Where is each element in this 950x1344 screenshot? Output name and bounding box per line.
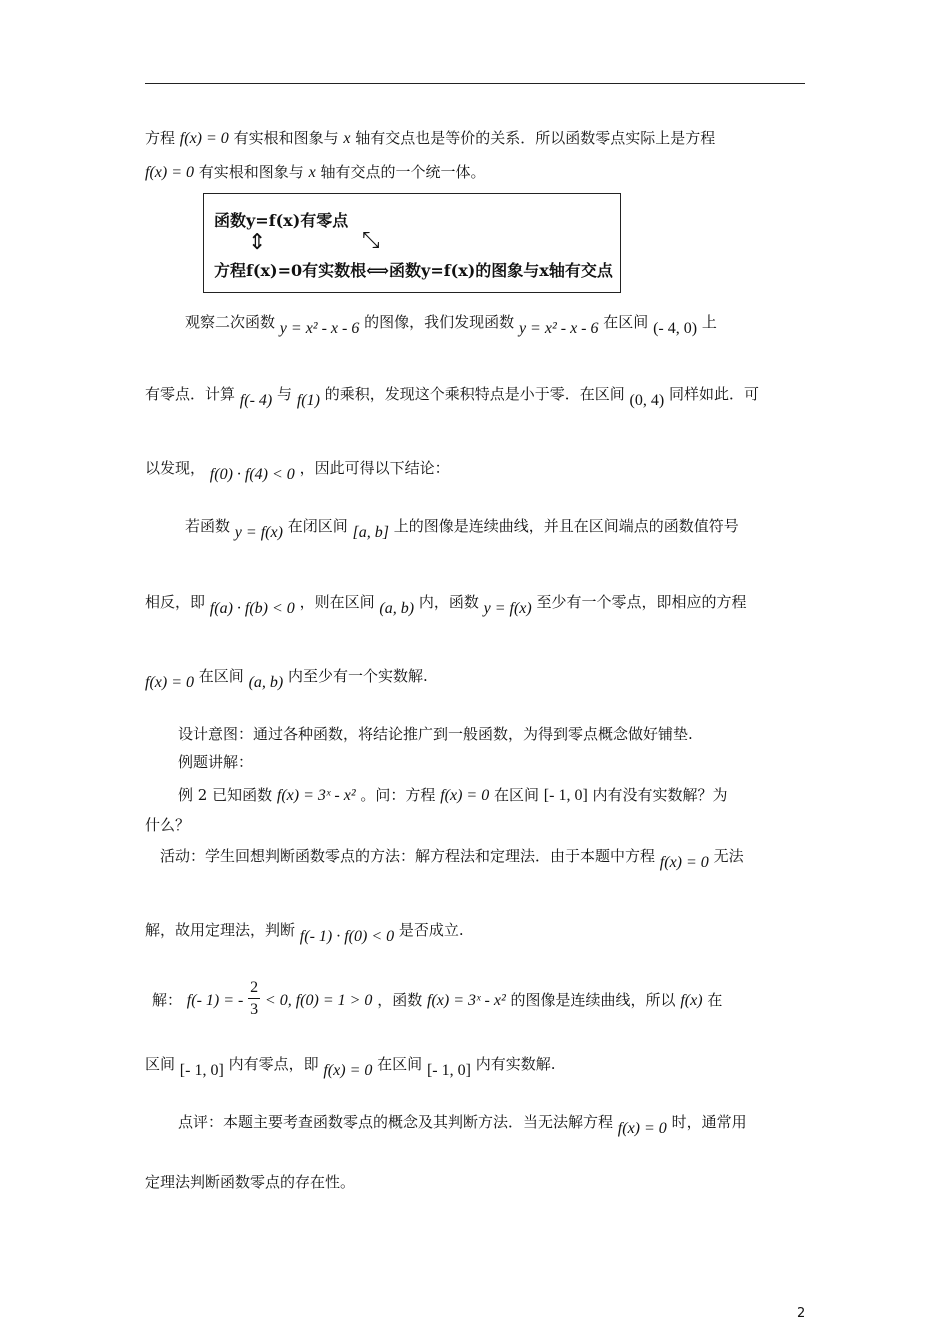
math-inline: [- 1, 0] <box>543 787 588 804</box>
math-inline: f(x) = 0 <box>179 130 229 147</box>
text: 的图像是连续曲线，所以 <box>510 991 676 1009</box>
diagonal-arrow-icon: ⤡ <box>362 228 380 253</box>
text: 的乘积，发现这个乘积特点是小于零．在区间 <box>324 385 625 403</box>
text: 的图像，我们发现函数 <box>364 313 515 331</box>
math-inline: < 0, f(0) = 1 > 0 <box>264 992 373 1009</box>
math-inline: f(- 4) <box>239 392 273 409</box>
math-inline: [a, b] <box>352 524 389 541</box>
text: 内，函数 <box>418 593 479 611</box>
math-inline: f(x) = 0 <box>440 787 490 804</box>
math-inline: f(0) · f(4) < 0 <box>209 466 295 483</box>
text: ，则在区间 <box>299 593 375 611</box>
text: 。问：方程 <box>360 786 436 804</box>
math-inline: f(x) = 0 <box>659 854 709 871</box>
text: 若函数 <box>185 517 231 535</box>
text: 内有零点，即 <box>228 1055 319 1073</box>
paragraph-line <box>145 162 485 183</box>
paragraph-line: 什么？ <box>145 816 191 834</box>
math-inline: (a, b) <box>248 674 284 691</box>
paragraph-line <box>145 1054 556 1079</box>
math-inline: f(a) · f(b) < 0 <box>209 600 295 617</box>
text: 上的图像是连续曲线，并且在区间端点的函数值符号 <box>393 517 739 535</box>
text: 观察二次函数 <box>185 313 276 331</box>
math-inline: [- 1, 0] <box>179 1062 224 1079</box>
text: 与 <box>277 385 293 403</box>
paragraph-line: 例题讲解： <box>178 753 254 771</box>
text: 有实根和图象与 <box>233 129 339 147</box>
math-inline: x <box>343 130 351 147</box>
paragraph-line <box>178 1112 747 1137</box>
paragraph-line <box>145 592 747 617</box>
box-line-1: 函数y=f(x)有零点 <box>214 211 349 230</box>
paragraph-line <box>145 458 450 483</box>
paragraph-line <box>145 384 759 409</box>
math-inline: f(x) = 0 <box>617 1120 667 1137</box>
fraction <box>248 978 260 1021</box>
math-inline: (0, 4) <box>629 392 665 409</box>
math-inline: (a, b) <box>379 600 415 617</box>
text: 是否成立. <box>398 921 464 939</box>
text: 在区间 <box>603 313 649 331</box>
math-inline: y = f(x) <box>234 524 283 541</box>
math-inline: f(1) <box>296 392 320 409</box>
text: 在区间 <box>198 667 244 685</box>
paragraph-line <box>178 785 728 806</box>
header-rule <box>145 83 805 84</box>
text: 无法 <box>713 847 744 865</box>
math-inline: f(x) <box>680 992 703 1009</box>
equivalence-box <box>203 193 621 293</box>
fraction-numerator: 2 <box>248 978 260 999</box>
math-inline: f(x) = 0 <box>145 164 194 181</box>
text: ，因此可得以下结论： <box>299 459 450 477</box>
math-inline: f(x) = 3ˣ - x² <box>427 992 506 1009</box>
text: 轴有交点也是等价的关系．所以函数零点实际上是方程 <box>355 129 716 147</box>
paragraph-line <box>185 312 717 337</box>
text: 方程 <box>145 129 176 147</box>
paragraph-line: 定理法判断函数零点的存在性。 <box>145 1173 356 1191</box>
text: 时，通常用 <box>671 1113 747 1131</box>
math-inline: (- 4, 0) <box>653 320 698 337</box>
math-inline: y = x² - x - 6 <box>279 320 360 337</box>
math-inline: f(- 1) · f(0) < 0 <box>299 928 395 945</box>
text: 轴有交点的一个统一体。 <box>320 163 486 181</box>
text: 同样如此．可 <box>668 385 759 403</box>
fraction-denominator: 3 <box>250 1000 259 1018</box>
paragraph-line <box>152 978 722 1026</box>
text: 解： <box>152 991 183 1009</box>
text: 在区间 <box>377 1055 423 1073</box>
paragraph-line <box>145 920 464 945</box>
text: 区间 <box>145 1055 176 1073</box>
math-inline: f(x) = 0 <box>323 1062 373 1079</box>
text: 在 <box>707 991 723 1009</box>
text: 有实根和图象与 <box>198 163 304 181</box>
text: 内至少有一个实数解. <box>288 667 428 685</box>
text: 例 2 已知函数 <box>178 786 273 804</box>
math-inline: f(x) = 3ˣ - x² <box>276 787 356 804</box>
math-inline: [- 1, 0] <box>426 1062 471 1079</box>
paragraph-line <box>185 516 739 541</box>
math-inline: y = f(x) <box>483 600 532 617</box>
up-down-arrow-icon: ⇕ <box>248 230 267 255</box>
box-line-2: 方程f(x)=0有实数根⟺函数y=f(x)的图象与x轴有交点 <box>214 261 613 280</box>
text: 相反，即 <box>145 593 206 611</box>
math-inline: f(- 1) = - <box>186 992 244 1009</box>
paragraph-line <box>160 846 744 871</box>
text: 在区间 <box>493 786 539 804</box>
paragraph-line: 设计意图：通过各种函数，将结论推广到一般函数，为得到零点概念做好铺垫. <box>178 725 693 743</box>
text: 内有实数解. <box>475 1055 556 1073</box>
text: 以发现， <box>145 459 206 477</box>
math-inline: f(x) = 0 <box>145 674 194 691</box>
text: 在闭区间 <box>287 517 348 535</box>
text: 上 <box>701 313 717 331</box>
paragraph-line <box>145 128 715 149</box>
math-inline: y = x² - x - 6 <box>518 320 599 337</box>
page-number: 2 <box>797 1306 806 1321</box>
text: 点评：本题主要考查函数零点的概念及其判断方法．当无法解方程 <box>178 1113 614 1131</box>
text: 有零点．计算 <box>145 385 236 403</box>
text: 内有没有实数解？为 <box>592 786 728 804</box>
paragraph-line <box>145 666 428 691</box>
text: 活动：学生回想判断函数零点的方法：解方程法和定理法．由于本题中方程 <box>160 847 656 865</box>
text: 解，故用定理法，判断 <box>145 921 296 939</box>
text: ，函数 <box>377 991 423 1009</box>
math-inline: x <box>308 164 316 181</box>
text: 至少有一个零点，即相应的方程 <box>536 593 747 611</box>
